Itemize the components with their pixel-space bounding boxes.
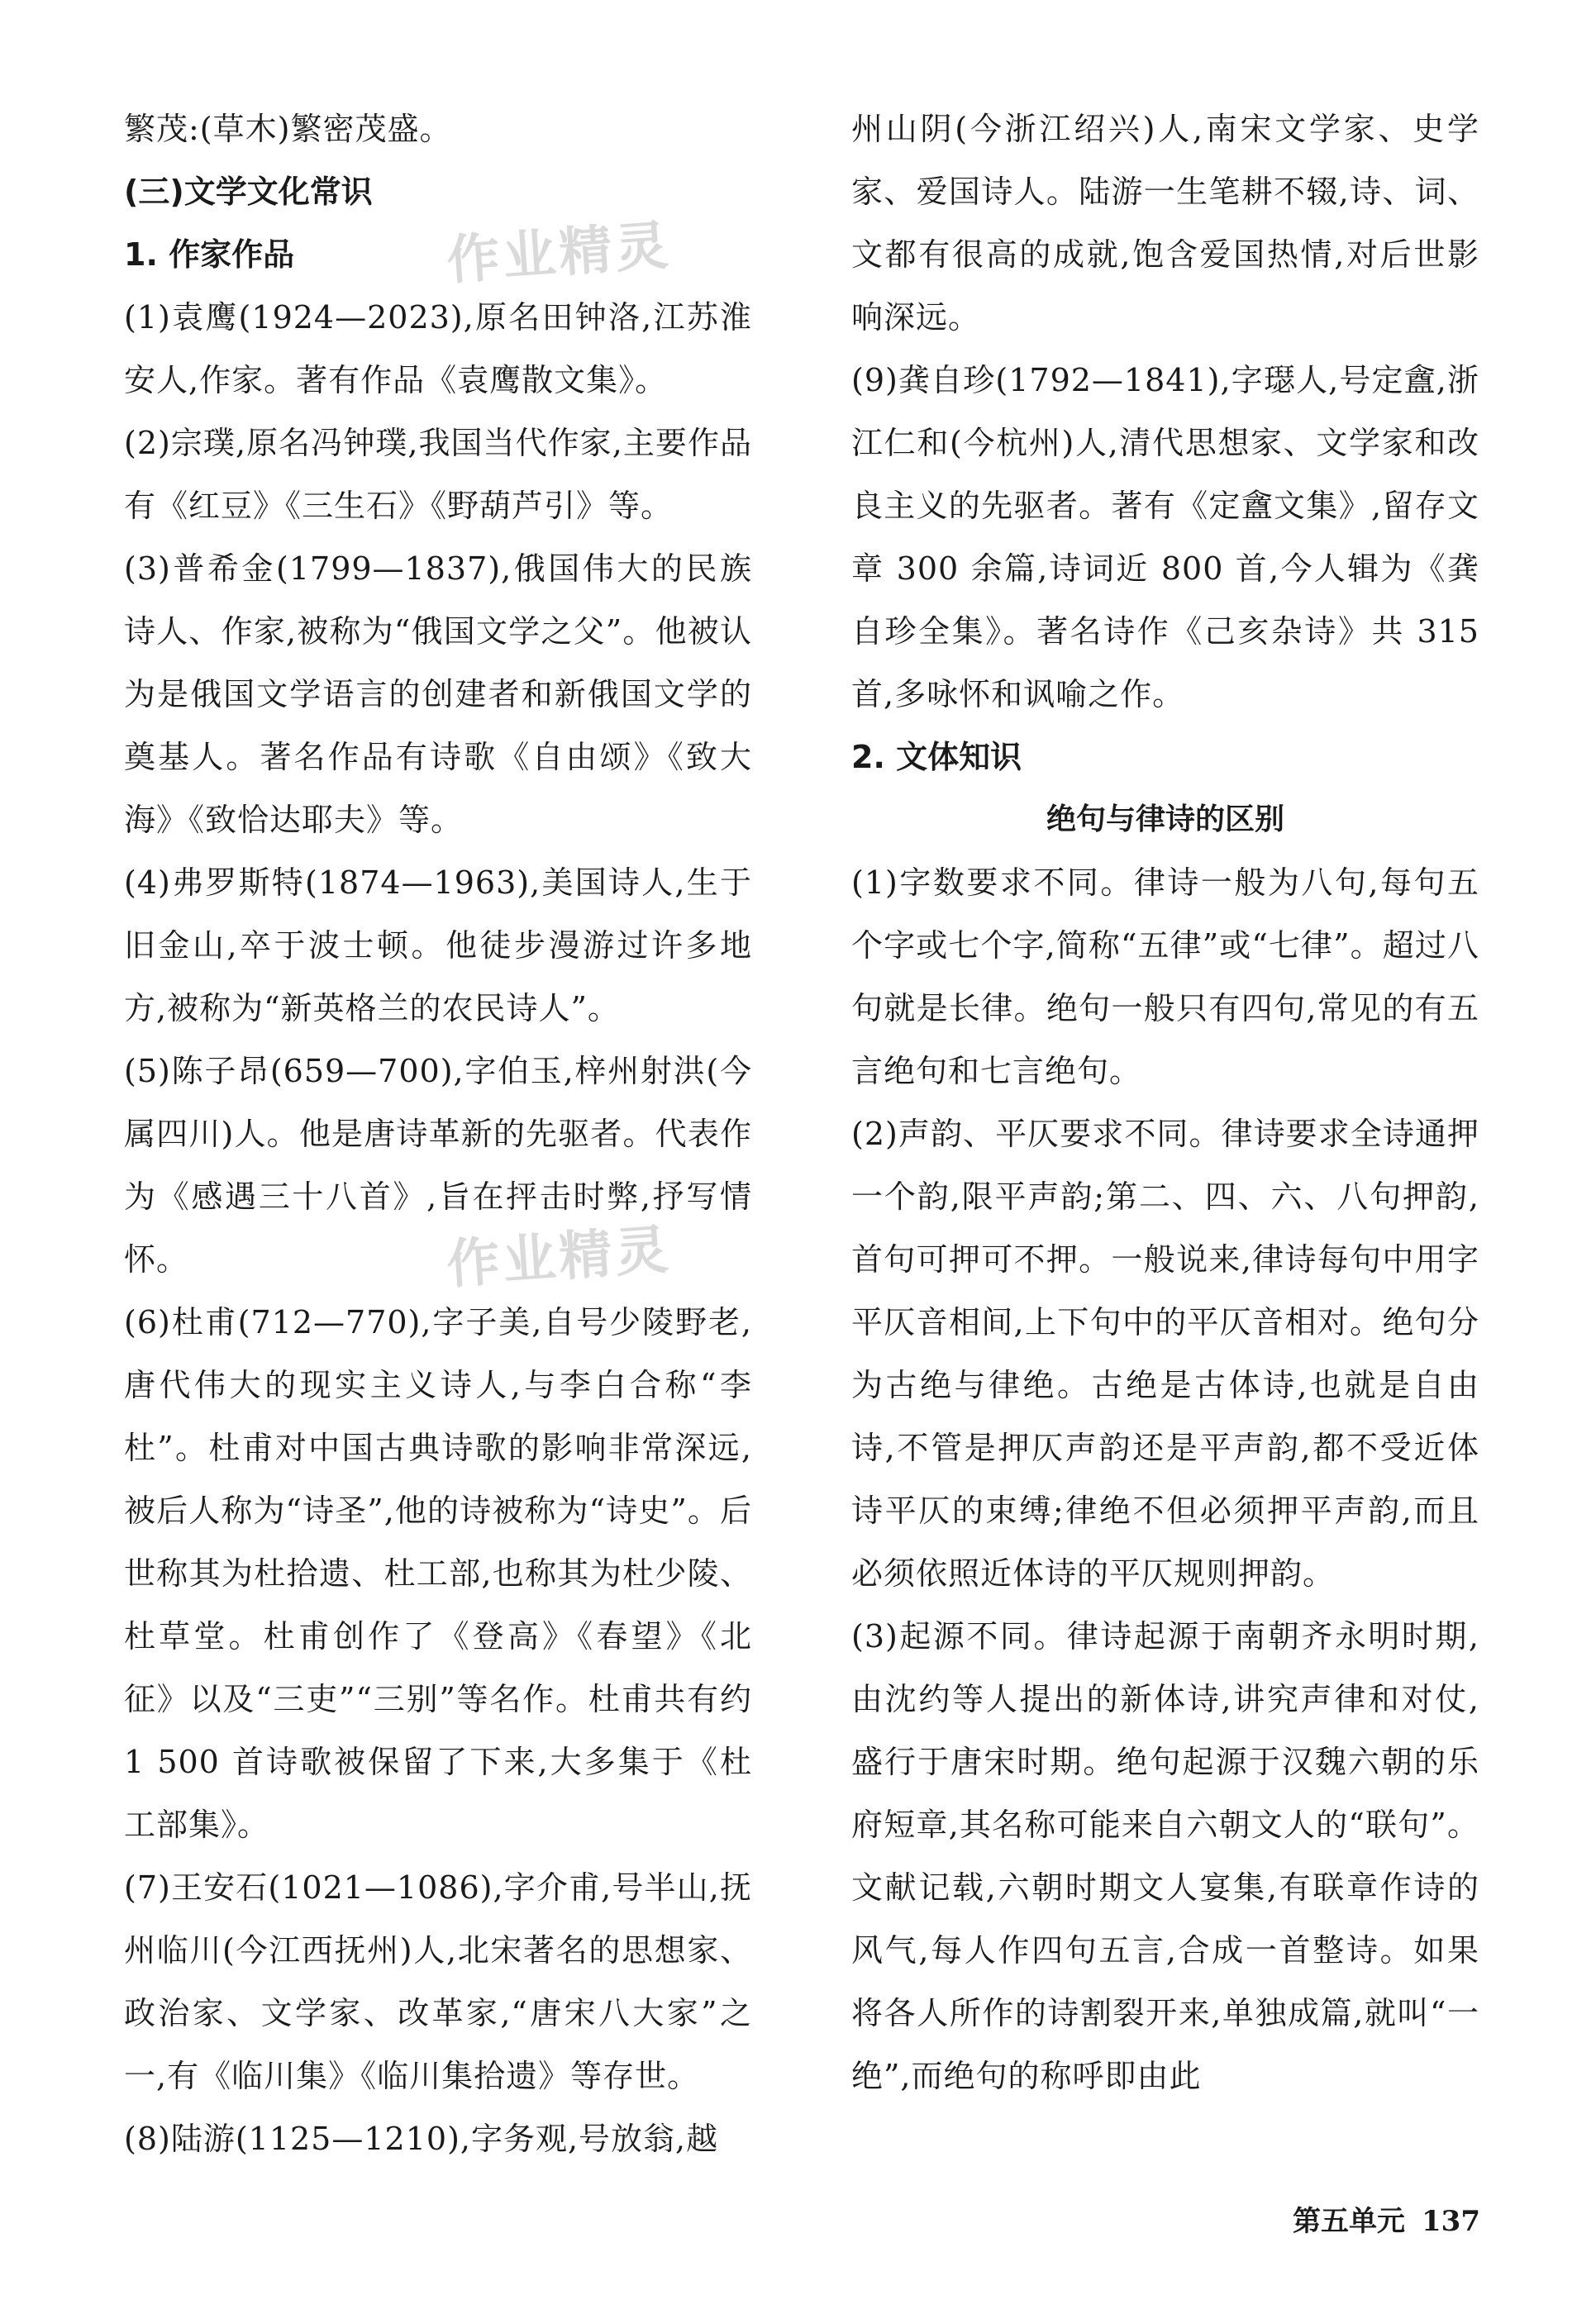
list-item: (4)弗罗斯特(1874—1963),美国诗人,生于旧金山,卒于波士顿。他徒步漫游过许多地方,被称为“新英格兰的农民诗人”。	[124, 864, 752, 1026]
watermark: 作业精灵	[445, 215, 674, 293]
page-number: 137	[1422, 2205, 1480, 2238]
subsection-heading: 2. 文体知识	[851, 739, 1022, 775]
centered-heading: 绝句与律诗的区别	[1046, 802, 1284, 836]
list-item: (9)龚自珍(1792—1841),字璱人,号定盦,浙江仁和(今杭州)人,清代思想家、文学家和改良主义的先驱者。著有《定盦文集》,留存文章 300 余篇,诗词近 800 首,今人辑为《龚自珍全集》。著名诗作《己亥杂诗》共 315 首,多咏怀和讽喻之作。	[851, 362, 1479, 712]
list-item: (1)袁鹰(1924—2023),原名田钟洛,江苏淮安人,作家。著有作品《袁鹰散文集》。	[124, 299, 752, 398]
list-item: (6)杜甫(712—770),字子美,自号少陵野老,唐代伟大的现实主义诗人,与李白合称“李杜”。杜甫对中国古典诗歌的影响非常深远,被后人称为“诗圣”,他的诗被称为“诗史”。后世称其为杜拾遗、杜工部,也称其为杜少陵、杜草堂。杜甫创作了《登高》《春望》《北征》以及“三吏”“三别”等名作。杜甫共有约 1 500 首诗歌被保留了下来,大多集于《杜工部集》。	[124, 1304, 752, 1843]
list-item: (2)声韵、平仄要求不同。律诗要求全诗通押一个韵,限平声韵;第二、四、六、八句押韵,首句可押可不押。一般说来,律诗每句中用字平仄音相间,上下句中的平仄音相对。绝句分为古绝与律绝。古绝是古体诗,也就是自由诗,不管是押仄声韵还是平声韵,都不受近体诗平仄的束缚;律绝不但必须押平声韵,而且必须依照近体诗的平仄规则押韵。	[851, 1116, 1479, 1592]
list-item: (8)陆游(1125—1210),字务观,号放翁,越	[124, 2121, 719, 2157]
list-item: (2)宗璞,原名冯钟璞,我国当代作家,主要作品有《红豆》《三生石》《野葫芦引》等。	[124, 425, 752, 524]
list-item: 州山阴(今浙江绍兴)人,南宋文学家、史学家、爱国诗人。陆游一生笔耕不辍,诗、词、文都有很高的成就,饱含爱国热情,对后世影响深远。	[851, 111, 1479, 336]
paragraph: 繁茂:(草木)繁密茂盛。	[124, 111, 452, 147]
list-item: (3)普希金(1799—1837),俄国伟大的民族诗人、作家,被称为“俄国文学之父”。他被认为是俄国文学语言的创建者和新俄国文学的奠基人。著名作品有诗歌《自由颂》《致大海》《致恰达耶夫》等。	[124, 550, 752, 838]
section-heading: (三)文学文化常识	[124, 174, 373, 210]
watermark: 作业精灵	[445, 1219, 674, 1297]
list-item: (5)陈子昂(659—700),字伯玉,梓州射洪(今属四川)人。他是唐诗革新的先驱者。代表作为《感遇三十八首》,旨在抨击时弊,抒写情怀。	[124, 1053, 752, 1278]
left-column	[124, 98, 752, 2170]
list-item: (7)王安石(1021—1086),字介甫,号半山,抚州临川(今江西抚州)人,北宋著名的思想家、政治家、文学家、改革家,“唐宋八大家”之一,有《临川集》《临川集拾遗》等存世。	[124, 1869, 752, 2094]
list-item: (1)字数要求不同。律诗一般为八句,每句五个字或七个字,简称“五律”或“七律”。超过八句就是长律。绝句一般只有四句,常见的有五言绝句和七言绝句。	[851, 864, 1479, 1089]
list-item: (3)起源不同。律诗起源于南朝齐永明时期,由沈约等人提出的新体诗,讲究声律和对仗,盛行于唐宋时期。绝句起源于汉魏六朝的乐府短章,其名称可能来自六朝文人的“联句”。文献记载,六朝时期文人宴集,有联章作诗的风气,每人作四句五言,合成一首整诗。如果将各人所作的诗割裂开来,单独成篇,就叫“一绝”,而绝句的称呼即由此	[851, 1618, 1479, 2094]
right-column	[851, 98, 1479, 2107]
subsection-heading: 1. 作家作品	[124, 236, 295, 273]
unit-label: 第五单元	[1293, 2205, 1406, 2238]
page-footer	[1293, 2198, 1480, 2239]
